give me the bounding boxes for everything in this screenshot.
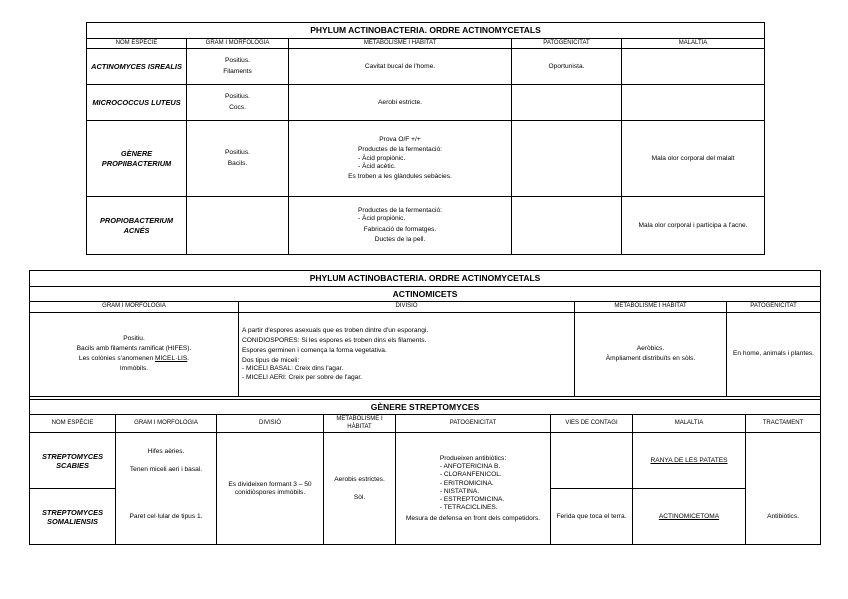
gram-cell	[187, 197, 289, 255]
actinomycetals-table	[86, 22, 765, 255]
gram-text: Immòbils.	[119, 365, 149, 373]
gram-cell	[116, 433, 217, 489]
gram-cell	[187, 49, 289, 85]
genus-header-species: NOM ESPÈCIE	[30, 415, 116, 433]
gram-text: Tenen miceli aeri i basal.	[129, 466, 203, 474]
table2-header-division: DIVISIÓ	[239, 302, 575, 313]
table2-header-metabolism: METABOLISME I HÀBITAT	[575, 302, 727, 313]
disease-cell: ACTINOMICETOMA	[633, 489, 746, 545]
actinomicets-gram-cell	[30, 312, 239, 396]
species-name: STREPTOMYCES SOMALIENSIS	[30, 489, 116, 545]
table-row	[87, 49, 765, 85]
metabolism-cell	[289, 121, 512, 197]
gram-text: Hifes aèries.	[147, 447, 185, 455]
gram-cell	[187, 121, 289, 197]
table1-header-gram: GRAM I MORFOLOGIA	[187, 38, 289, 49]
metabolism-list: Productes de la fermentació: - Àcid propiònic.	[358, 207, 442, 223]
table2-header-pathogenicity: PATOGENICITAT	[727, 302, 821, 313]
gram-text: Positiu.	[123, 334, 145, 342]
table-row	[87, 85, 765, 121]
table1-header-metabolism: METABOLISME I HÀBITAT	[289, 38, 512, 49]
table1-header-species: NOM ESPÈCIE	[87, 38, 187, 49]
gram-cell	[187, 85, 289, 121]
species-name: PROPIOBACTERIUM ACNÉS	[87, 197, 187, 255]
contagion-cell: Ferida que toca el terra.	[551, 489, 633, 545]
metabolism-text: Aeròbics.	[636, 345, 665, 353]
metabolism-list: Productes de la fermentació: - Àcid propiònic. - Àcid acètic.	[358, 146, 442, 170]
species-name: MICROCOCCUS LUTEUS	[87, 85, 187, 121]
metabolism-text: Fabricació de formatges.	[363, 225, 437, 233]
gram-text: Positius.	[225, 149, 250, 157]
division-text: Espores germinen i comença la forma vegetativa.	[242, 347, 387, 355]
genus-pathogenicity-cell	[396, 433, 551, 545]
table1-header-disease: MALALTIA	[622, 38, 765, 49]
disease-cell	[622, 85, 765, 121]
metabolism-text: Aerobis estrictes.	[334, 475, 385, 483]
pathogenicity-cell	[512, 85, 622, 121]
metabolism-text: Sòl.	[353, 493, 366, 501]
table-row	[87, 197, 765, 255]
pathogenicity-cell	[512, 197, 622, 255]
disease-cell	[622, 49, 765, 85]
metabolism-text: Àmpliament distribuïts en sòls.	[605, 355, 696, 363]
species-name: GÈNERE PROPIIBACTERIUM	[87, 121, 187, 197]
division-text: A partir d'espores asexuals que es troben dintre d'un esporangi.	[242, 326, 429, 334]
disease-cell: Mala olor corporal i participa a l'acne.	[622, 197, 765, 255]
pathogenicity-text: Mesura de defensa en front dels competidors.	[405, 514, 541, 522]
table2-title: PHYLUM ACTINOBACTERIA. ORDRE ACTINOMYCETALS	[30, 271, 821, 287]
disease-cell: Mala olor corporal del malalt	[622, 121, 765, 197]
treatment-cell: Antibiòtics.	[746, 489, 821, 545]
contagion-cell	[551, 433, 633, 489]
genus-header-contagion: VIES DE CONTAGI	[551, 415, 633, 433]
antibiotics-list: Produeixen antibiòtics: - ANFOTERICINA B. - CLORANFENICOL. - ERITROMICINA. - NISTATINA. - ESTREPTOMICINA. - TETRACICLINES.	[439, 454, 507, 512]
gram-text: Positius.	[225, 57, 250, 65]
gram-text: Bacils.	[227, 159, 248, 167]
genus-header-metabolism: METABOLISME I HÀBITAT	[324, 415, 396, 433]
actinomicets-metabolism-cell	[575, 312, 727, 396]
metabolism-cell: Cavitat bucal de l'home.	[289, 49, 512, 85]
gram-cell: Paret cel·lular de tipus 1.	[116, 489, 217, 545]
table1-title: PHYLUM ACTINOBACTERIA. ORDRE ACTINOMYCETALS	[87, 23, 765, 39]
disease-cell: RANYA DE LES PATATES	[633, 433, 746, 489]
actinomicets-table	[29, 270, 821, 545]
genus-header-gram: GRAM I MORFOLOGIA	[116, 415, 217, 433]
gram-text: Filaments	[223, 67, 252, 75]
table-row	[87, 121, 765, 197]
metabolism-text: Ductes de la pell.	[374, 235, 426, 243]
gram-text: Positius.	[225, 93, 250, 101]
division-text: CONIDIOSPORES: Si les espores es troben dins els filaments.	[242, 336, 427, 344]
genus-header-division: DIVISIÓ	[217, 415, 324, 433]
actinomicets-pathogenicity-cell: En home, animals i plantes.	[727, 312, 821, 396]
gram-text	[33, 355, 235, 363]
treatment-cell	[746, 433, 821, 489]
gram-text-part: .	[187, 355, 190, 363]
actinomicets-division-cell	[239, 312, 575, 396]
genus-header-treatment: TRACTAMENT	[746, 415, 821, 433]
pathogenicity-cell: Oportunista.	[512, 49, 622, 85]
gram-text-part: Les colònies s'anomenen	[78, 355, 155, 363]
genus-header-pathogenicity: PATOGENICITAT	[396, 415, 551, 433]
gram-text: Cocs.	[229, 103, 246, 111]
micelis-term: MICEL·LIS	[154, 355, 188, 363]
pathogenicity-cell	[512, 121, 622, 197]
genus-header-disease: MALALTIA	[633, 415, 746, 433]
table-row	[30, 433, 821, 489]
genus-title: GÈNERE STREPTOMYCES	[30, 399, 821, 415]
table2-subtitle: ACTINOMICETS	[30, 286, 821, 302]
metabolism-cell: Aerobi estricte.	[289, 85, 512, 121]
genus-division-cell: Es divideixen formant 3 – 50 conidiòspores immòbils.	[217, 433, 324, 545]
species-name: ACTINOMYCES ISREALIS	[87, 49, 187, 85]
table2-header-gram: GRAM I MORFOLOGIA	[30, 302, 239, 313]
table-row	[30, 312, 821, 396]
division-list: Dos tipus de miceli: - MICELI BASAL: Creix dins l'agar. - MICELI AERI: Creix per sobre de l'agar.	[242, 357, 362, 381]
genus-metabolism-cell	[324, 433, 396, 545]
metabolism-text: Prova O/F +/+	[379, 136, 421, 144]
gram-text: Bacils amb filaments ramificat (HIFES).	[76, 345, 192, 353]
metabolism-cell	[289, 197, 512, 255]
metabolism-text: Es troben a les glàndules sebàcies.	[348, 172, 452, 180]
species-name: STREPTOMYCES SCABIES	[30, 433, 116, 489]
table1-header-pathogenicity: PATOGENICITAT	[512, 38, 622, 49]
